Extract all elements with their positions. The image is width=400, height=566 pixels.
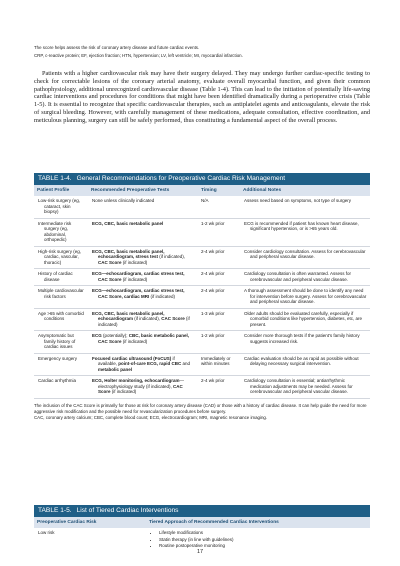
table-row [34, 353, 370, 376]
patient-profile-cell: History of cardiac disease [34, 269, 88, 286]
test-name-bold: point-of-care ECG, rapid CBC [118, 361, 182, 366]
table-row [34, 269, 370, 286]
additional-notes-cell: Older adults should be evaluated carefully, especially if comorbid conditions like hypertension, diabetes, etc, are present. [240, 308, 370, 331]
recommended-tests-cell [88, 331, 198, 354]
table-1-5-title: List of Tiered Cardiac Interventions [76, 507, 179, 514]
additional-notes-cell: ECG is recommended if patient has known heart disease, significant hypertension, or is >65 years old. [240, 218, 370, 246]
column-header-tiered-approach: Tiered Approach of Recommended Cardiac Interventions [146, 517, 370, 528]
timing-cell: 2-4 wk prior [198, 246, 240, 269]
timing-cell: 2-4 wk prior [198, 376, 240, 399]
list-item: • Statin therapy (in line with guidelines) [159, 537, 367, 544]
table-1-4-header-row [34, 185, 370, 196]
table-row [34, 376, 370, 399]
additional-notes-cell: Consider cardiology consultation. Assess for cerebrovascular and peripheral vascular disease. [240, 246, 370, 269]
timing-cell: 2-4 wk prior [198, 269, 240, 286]
table-row [34, 196, 370, 218]
test-name-bold: ECG, Holter monitoring, echocardiogram [92, 378, 180, 383]
timing-cell: N/A [198, 196, 240, 218]
additional-notes-cell: Cardiology consultation is often warranted. Assess for cerebrovascular and peripheral vascular disease. [240, 269, 370, 286]
column-header-preoperative-risk: Preoperative Cardiac Risk [34, 517, 146, 528]
timing-cell: 2-4 wk prior [198, 286, 240, 309]
recommended-tests-cell [88, 353, 198, 376]
column-header-tests: Recommended Preoperative Tests [88, 185, 198, 196]
recommended-tests-cell [88, 376, 198, 399]
table-1-5 [34, 505, 370, 553]
patient-profile-cell: Asymptomatic but family history of cardiac issues [34, 331, 88, 354]
recommended-tests-cell [88, 269, 198, 286]
patient-profile-cell: Low-risk surgery (eg, cataract, skin biopsy) [34, 196, 88, 218]
recommended-tests-cell [88, 308, 198, 331]
additional-notes-cell: A thorough assessment should be done to identify any need for intervention before surgery. Assess for cerebrovascular and peripheral vascular disease. [240, 286, 370, 309]
table-1-4-number: TABLE 1-4. [38, 175, 72, 182]
test-qualifier: (if indicated) [121, 276, 148, 282]
body-paragraph: Patients with a higher cardiovascular risk may have their surgery delayed. They may undergo further cardiac-specific testing to check for correctable lesions of the coronary arterial anatomy, evaluate overall myocardial function, and given their common pathophysiology, additional unrecognized cardiovascular disease (Table 1-4). This can lead to the initiation of potentially life-saving cardiac interventions and procedures for conditions that might have been identified dramatically during a perioperative crisis (Table 1-5). It is essential to recognize that specific cardiovascular therapies, such as antiplatelet agents and anticoagulants, elevate the risk of surgical bleeding. However, with carefully management of these medications, adequate consultation, effective coordination, and meticulous planning, surgery can still be safely performed, thus constituting a fundamental aspect of the overall process. [34, 70, 370, 124]
table-1-5-header-row [34, 517, 370, 528]
test-qualifier: (if indicated) [121, 259, 148, 265]
additional-notes-cell: Cardiology consultation is essential; antiarrhythmic medication adjustments may be needed. Assess for cerebrovascular and peripheral vascular disease. [240, 376, 370, 399]
recommended-tests-cell [88, 246, 198, 269]
top-note-abbreviations: CRP, c-reactive protein; EF, ejection fraction; HTN, hypertension; LV, left ventricle; MI, myocardial infarction. [34, 53, 243, 58]
timing-cell: 1-2 wk prior [198, 218, 240, 246]
column-header-timing: Timing [198, 185, 240, 196]
table-row [34, 218, 370, 246]
test-name-bold: CAC Score [98, 383, 183, 394]
timing-cell: 1-3 wk prior [198, 308, 240, 331]
test-name-bold: CAC Score [161, 316, 185, 321]
test-name-bold: metabolic panel [98, 366, 133, 372]
table-1-4-body [34, 196, 370, 398]
test-qualifier: (if indicated), [158, 254, 186, 259]
table-1-4-footnote-abbreviations: CAC, coronary artery calcium; CBC, complete blood count; ECG, electrocardiogram; MRI, magnetic resonance imaging. [34, 414, 268, 420]
timing-cell: 1-2 wk prior [198, 331, 240, 354]
table-1-5-title-bar [34, 505, 370, 517]
test-qualifier: and [181, 361, 191, 366]
test-name-bold: Focused cardiac ultrasound (FoCUS) [92, 355, 172, 361]
table-1-4-title-bar [34, 173, 370, 185]
table-1-4-grid [34, 185, 370, 399]
list-item: • Lifestyle modifications [159, 530, 367, 537]
table-1-4-footnote-cac: The inclusion of the CAC Score is primarily for those at risk for coronary artery disease (CAD) or those with a history of cardiac disease. It can help guide the need for more aggressive risk modification and the possible need for revascularization procedures before surgery. [34, 402, 367, 414]
column-header-notes: Additional Notes [240, 185, 370, 196]
test-qualifier: — electrophysiology study (if indicated), [98, 378, 185, 389]
test-name-bold: ECG [92, 333, 102, 338]
risk-level-cell: Low risk [38, 530, 55, 535]
column-header-patient-profile: Patient Profile [34, 185, 88, 196]
page-number: 17 [196, 549, 204, 555]
test-name-bold: ECG—echocardiogram, cardiac stress test, CAC Score [92, 271, 185, 282]
test-name-bold: ECG, CBC, basic metabolic panel, echocardiogram, stress test [92, 248, 165, 259]
recommended-tests-cell [88, 196, 198, 218]
recommended-tests-cell [88, 286, 198, 309]
patient-profile-cell: Intermediate risk surgery (eg, abdominal, orthopedic) [34, 218, 88, 246]
table-row [34, 308, 370, 331]
patient-profile-cell: Multiple cardiovascular risk factors [34, 286, 88, 309]
test-name-bold: CAC Score [98, 259, 122, 265]
test-name-bold: ECG—echocardiogram, cardiac stress test, CAC Score, cardiac MRI [92, 288, 185, 299]
table-row [34, 331, 370, 354]
test-name-bold: ECG, CBC, basic metabolic panel, echocardiogram [92, 310, 165, 321]
table-row [34, 246, 370, 269]
test-qualifier: (if indicated) [110, 389, 137, 394]
additional-notes-cell: Cardiac evaluation should be as rapid as possible without delaying necessary surgical intervention. [240, 353, 370, 376]
table-1-5-grid [34, 517, 370, 553]
test-qualifier: None unless clinically indicated [92, 198, 155, 203]
test-name-bold: ECG, CBC, basic metabolic panel [92, 220, 164, 226]
patient-profile-cell: Age >65 with comorbid conditions [34, 308, 88, 331]
test-qualifier: (if indicated) [149, 293, 176, 299]
test-qualifier: (potentially); [101, 333, 129, 338]
patient-profile-cell: Cardiac arrhythmia [34, 376, 88, 399]
additional-notes-cell: Consider more thorough tests if the patient's family history suggests increased risk. [240, 331, 370, 354]
timing-cell: Immediately or within minutes [198, 353, 240, 376]
test-qualifier: (if indicated) [121, 338, 148, 344]
table-row [34, 286, 370, 309]
intervention-list [149, 530, 367, 550]
test-qualifier: if available, [98, 355, 175, 366]
test-qualifier: (if indicated) [98, 316, 190, 327]
test-qualifier: (if indicated), [133, 316, 162, 321]
additional-notes-cell: Assess need based on symptoms, not type of surgery [240, 196, 370, 218]
recommended-tests-cell [88, 218, 198, 246]
list-item: • Routine postoperative monitoring [159, 543, 367, 550]
table-1-4 [34, 173, 370, 421]
patient-profile-cell: High-risk surgery (eg, cardiac, vascular, thoracic) [34, 246, 88, 269]
table-1-4-title: General Recommendations for Preoperative Cardiac Risk Management [76, 175, 286, 182]
patient-profile-cell: Emergency surgery [34, 353, 88, 376]
test-name-bold: CBC, basic metabolic panel, CAC Score [98, 333, 190, 344]
table-1-5-number: TABLE 1-5. [38, 507, 72, 514]
top-note-score: The score helps assess the risk of coronary artery disease and future cardiac events. [34, 45, 200, 50]
